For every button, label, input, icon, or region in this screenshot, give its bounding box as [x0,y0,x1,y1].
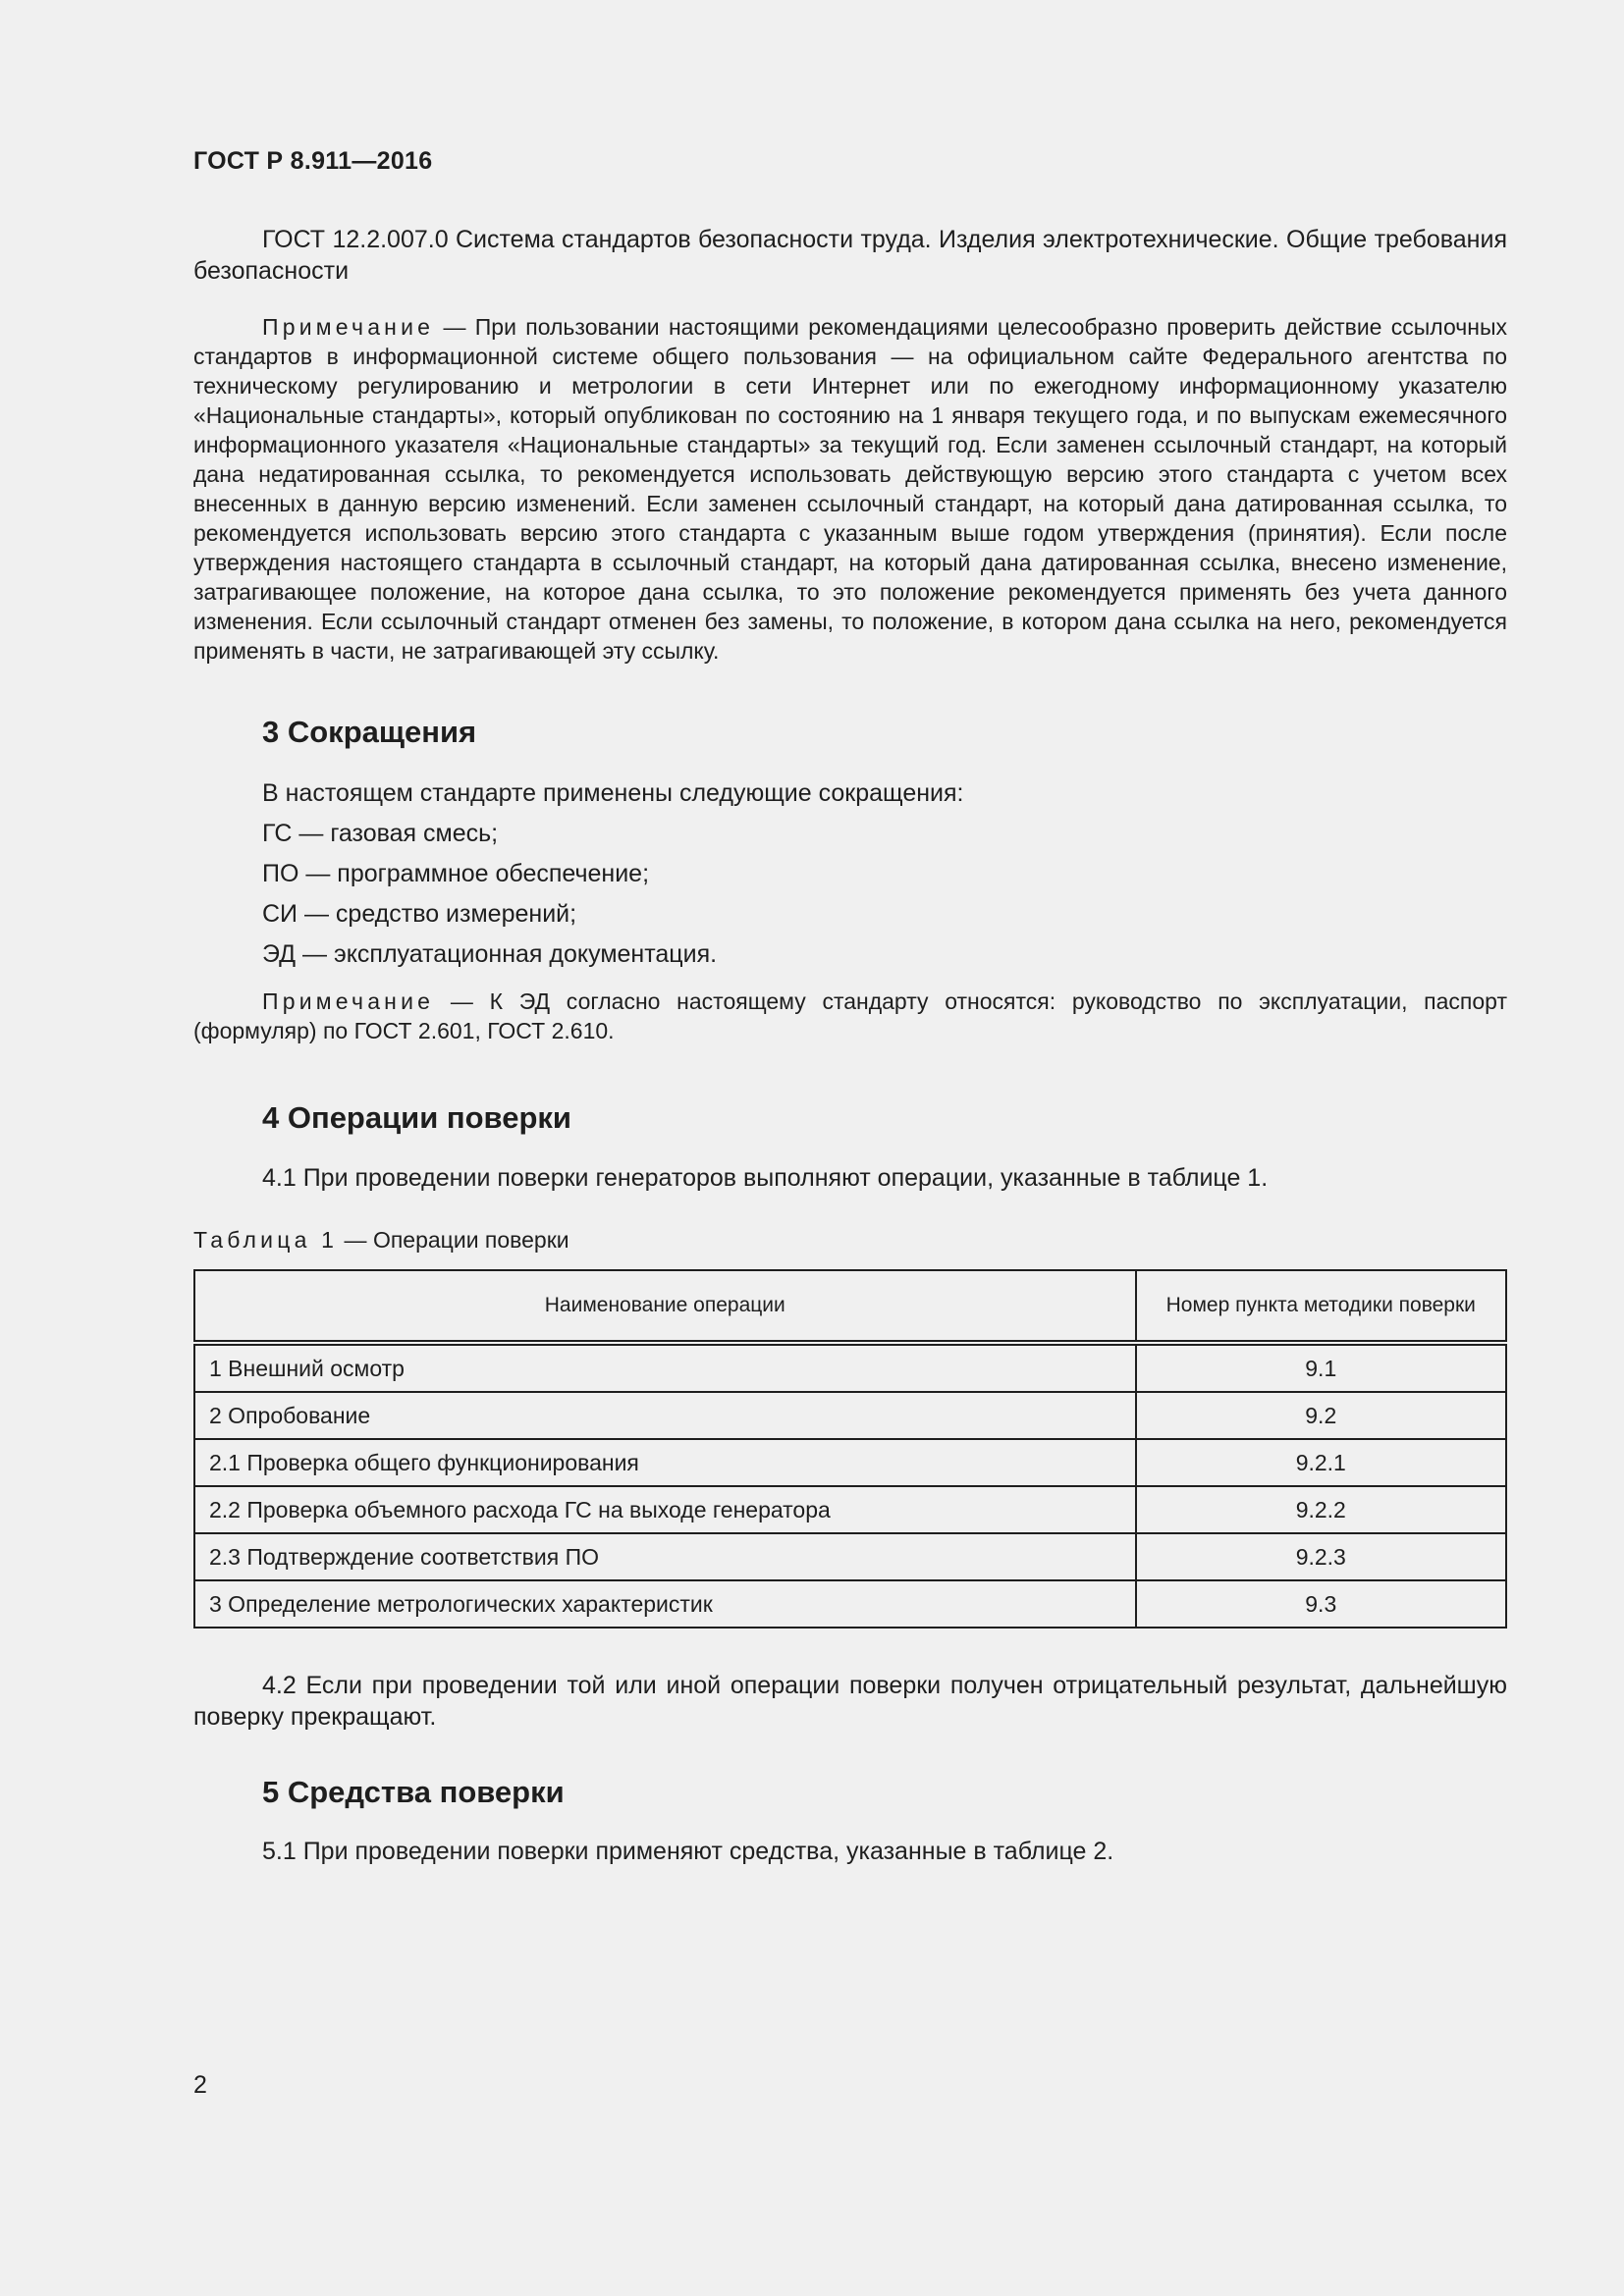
table-caption-label: Таблица 1 [193,1227,339,1253]
operation-name-cell: 2.1 Проверка общего функционирования [194,1439,1136,1486]
paragraph-4-2-text: 4.2 Если при проведении той или иной операции поверки получен отрицательный результат, дальнейшую поверку прекращают. [193,1672,1507,1731]
section-4-title: 4 Операции поверки [262,1100,571,1135]
table-header-row [194,1270,1506,1343]
reference-note [193,312,1507,666]
abbreviation-item: СИ — средство измерений; [262,900,577,928]
paragraph-4-2 [193,1670,1507,1733]
operation-name-cell: 2.2 Проверка объемного расхода ГС на выходе генератора [194,1486,1136,1533]
abbreviation-item: ПО — программное обеспечение; [262,860,650,887]
table-row [194,1533,1506,1580]
abbreviation-item: ЭД — эксплуатационная документация. [262,940,718,968]
section-5-title: 5 Средства поверки [262,1775,565,1809]
method-item-cell: 9.1 [1136,1343,1506,1392]
note-label: Примечание [262,314,435,340]
table-caption [193,1227,569,1254]
section-3-note [193,987,1507,1045]
page-number: 2 [193,2071,207,2099]
method-item-cell: 9.2.2 [1136,1486,1506,1533]
document-page [193,0,1507,2296]
paragraph-5-1: 5.1 При проведении поверки применяют средства, указанные в таблице 2. [262,1838,1114,1865]
table-caption-text: — Операции поверки [338,1227,569,1253]
section-3-title: 3 Сокращения [262,715,477,749]
note-label: Примечание [262,988,435,1014]
reference-item [193,224,1507,287]
abbreviation-item: ГС — газовая смесь; [262,820,499,847]
method-item-cell: 9.2.1 [1136,1439,1506,1486]
table-row [194,1580,1506,1628]
header-operation-name: Наименование операции [194,1270,1136,1343]
document-header: ГОСТ Р 8.911—2016 [193,147,433,175]
table-row [194,1439,1506,1486]
paragraph-4-1: 4.1 При проведении поверки генераторов выполняют операции, указанные в таблице 1. [262,1164,1269,1192]
note-text: — К ЭД согласно настоящему стандарту относятся: руководство по эксплуатации, паспорт (формуляр) по ГОСТ 2.601, ГОСТ 2.610. [193,988,1507,1043]
operations-table [193,1269,1507,1629]
operation-name-cell: 2.3 Подтверждение соответствия ПО [194,1533,1136,1580]
note-text: — При пользовании настоящими рекомендациями целесообразно проверить действие ссылочных стандартов в информационной системе общего пользования — на официальном сайте Федерального агентства по техническому регулированию и метрологии в сети Интернет или по ежегодному информационному указателю «Национальные стандарты», который опубликован по состоянию на 1 января текущего года, и по выпускам ежемесячного информационного указателя «Национальные стандарты» за текущий год. Если заменен ссылочный стандарт, на который дана недатированная ссылка, то рекомендуется использовать действующую версию этого стандарта с учетом всех внесенных в данную версию изменений. Если заменен ссылочный стандарт, на который дана датированная ссылка, то рекомендуется использовать версию этого стандарта с указанным выше годом утверждения (принятия). Если после утверждения настоящего стандарта в ссылочный стандарт, на который дана датированная ссылка, внесено изменение, затрагивающее положение, на которое дана ссылка, то это положение рекомендуется применять без учета данного изменения. Если ссылочный стандарт отменен без замены, то положение, в котором дана ссылка на него, рекомендуется применять в части, не затрагивающей эту ссылку. [193,314,1507,664]
table-row [194,1343,1506,1392]
operation-name-cell: 3 Определение метрологических характеристик [194,1580,1136,1628]
operation-name-cell: 2 Опробование [194,1392,1136,1439]
method-item-cell: 9.3 [1136,1580,1506,1628]
method-item-cell: 9.2.3 [1136,1533,1506,1580]
table-row [194,1392,1506,1439]
operation-name-cell: 1 Внешний осмотр [194,1343,1136,1392]
table-row [194,1486,1506,1533]
header-method-item: Номер пункта методики поверки [1136,1270,1506,1343]
reference-text: ГОСТ 12.2.007.0 Система стандартов безопасности труда. Изделия электротехнические. Общие требования безопасности [193,226,1507,285]
method-item-cell: 9.2 [1136,1392,1506,1439]
section-3-intro: В настоящем стандарте применены следующие сокращения: [262,779,964,807]
